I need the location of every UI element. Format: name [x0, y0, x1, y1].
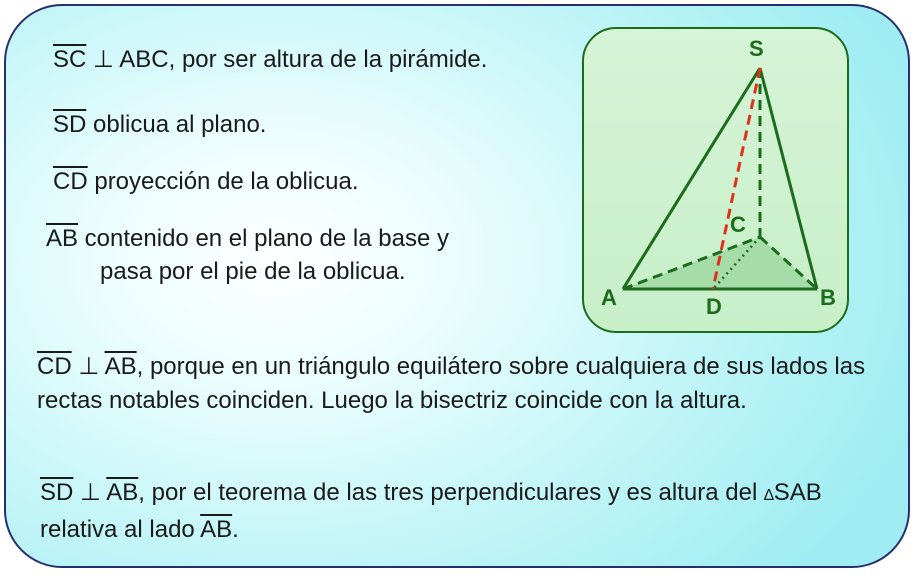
segment-ab: $\overline{AB}$ [106, 479, 139, 506]
segment-ab: $\overline{AB}$ [46, 225, 79, 252]
triangle-symbol: ∆ [763, 487, 774, 504]
vertex-label-b: B [820, 285, 836, 310]
segment-ab: $\overline{AB}$ [200, 515, 233, 543]
perpendicular-symbol: ⊥ [71, 353, 105, 380]
vertex-label-s: S [749, 36, 764, 61]
vertex-label-a: A [601, 285, 617, 310]
vertex-label-d: D [706, 294, 722, 319]
statement-sd-text: oblicua al plano. [86, 111, 267, 138]
segment-sd: $\overline{SD}$ [40, 479, 74, 506]
statement-sc-text: ⊥ ABC, por ser altura de la pirámide. [86, 46, 488, 73]
statement-ab-text: contenido en el plano de la base y [78, 225, 449, 252]
segment-ab: $\overline{AB}$ [104, 353, 137, 380]
statement-cd-text: proyección de la oblicua. [87, 168, 359, 195]
perpendicular-symbol: ⊥ [73, 479, 107, 506]
segment-sd: $\overline{SD}$ [53, 111, 87, 138]
statement-ab-continuation: pasa por el pie de la oblicua. [100, 258, 406, 285]
vertex-label-c: C [730, 212, 746, 237]
paragraph-2-text-2: SAB relativa al lado [40, 479, 822, 543]
segment-cd: $\overline{CD}$ [37, 353, 72, 380]
paragraph-1-text: , porque en un triángulo equilátero sobre cualquiera de sus lados las rectas notables coinciden. Luego la bisectriz coincide con la altura. [37, 353, 866, 414]
paragraph-2-text-1: , por el teorema de las tres perpendiculares y es altura del [138, 479, 764, 506]
segment-sc: $\overline{SC}$ [53, 46, 87, 73]
paragraph-2-end: . [232, 515, 239, 543]
segment-cd: $\overline{CD}$ [53, 168, 88, 195]
